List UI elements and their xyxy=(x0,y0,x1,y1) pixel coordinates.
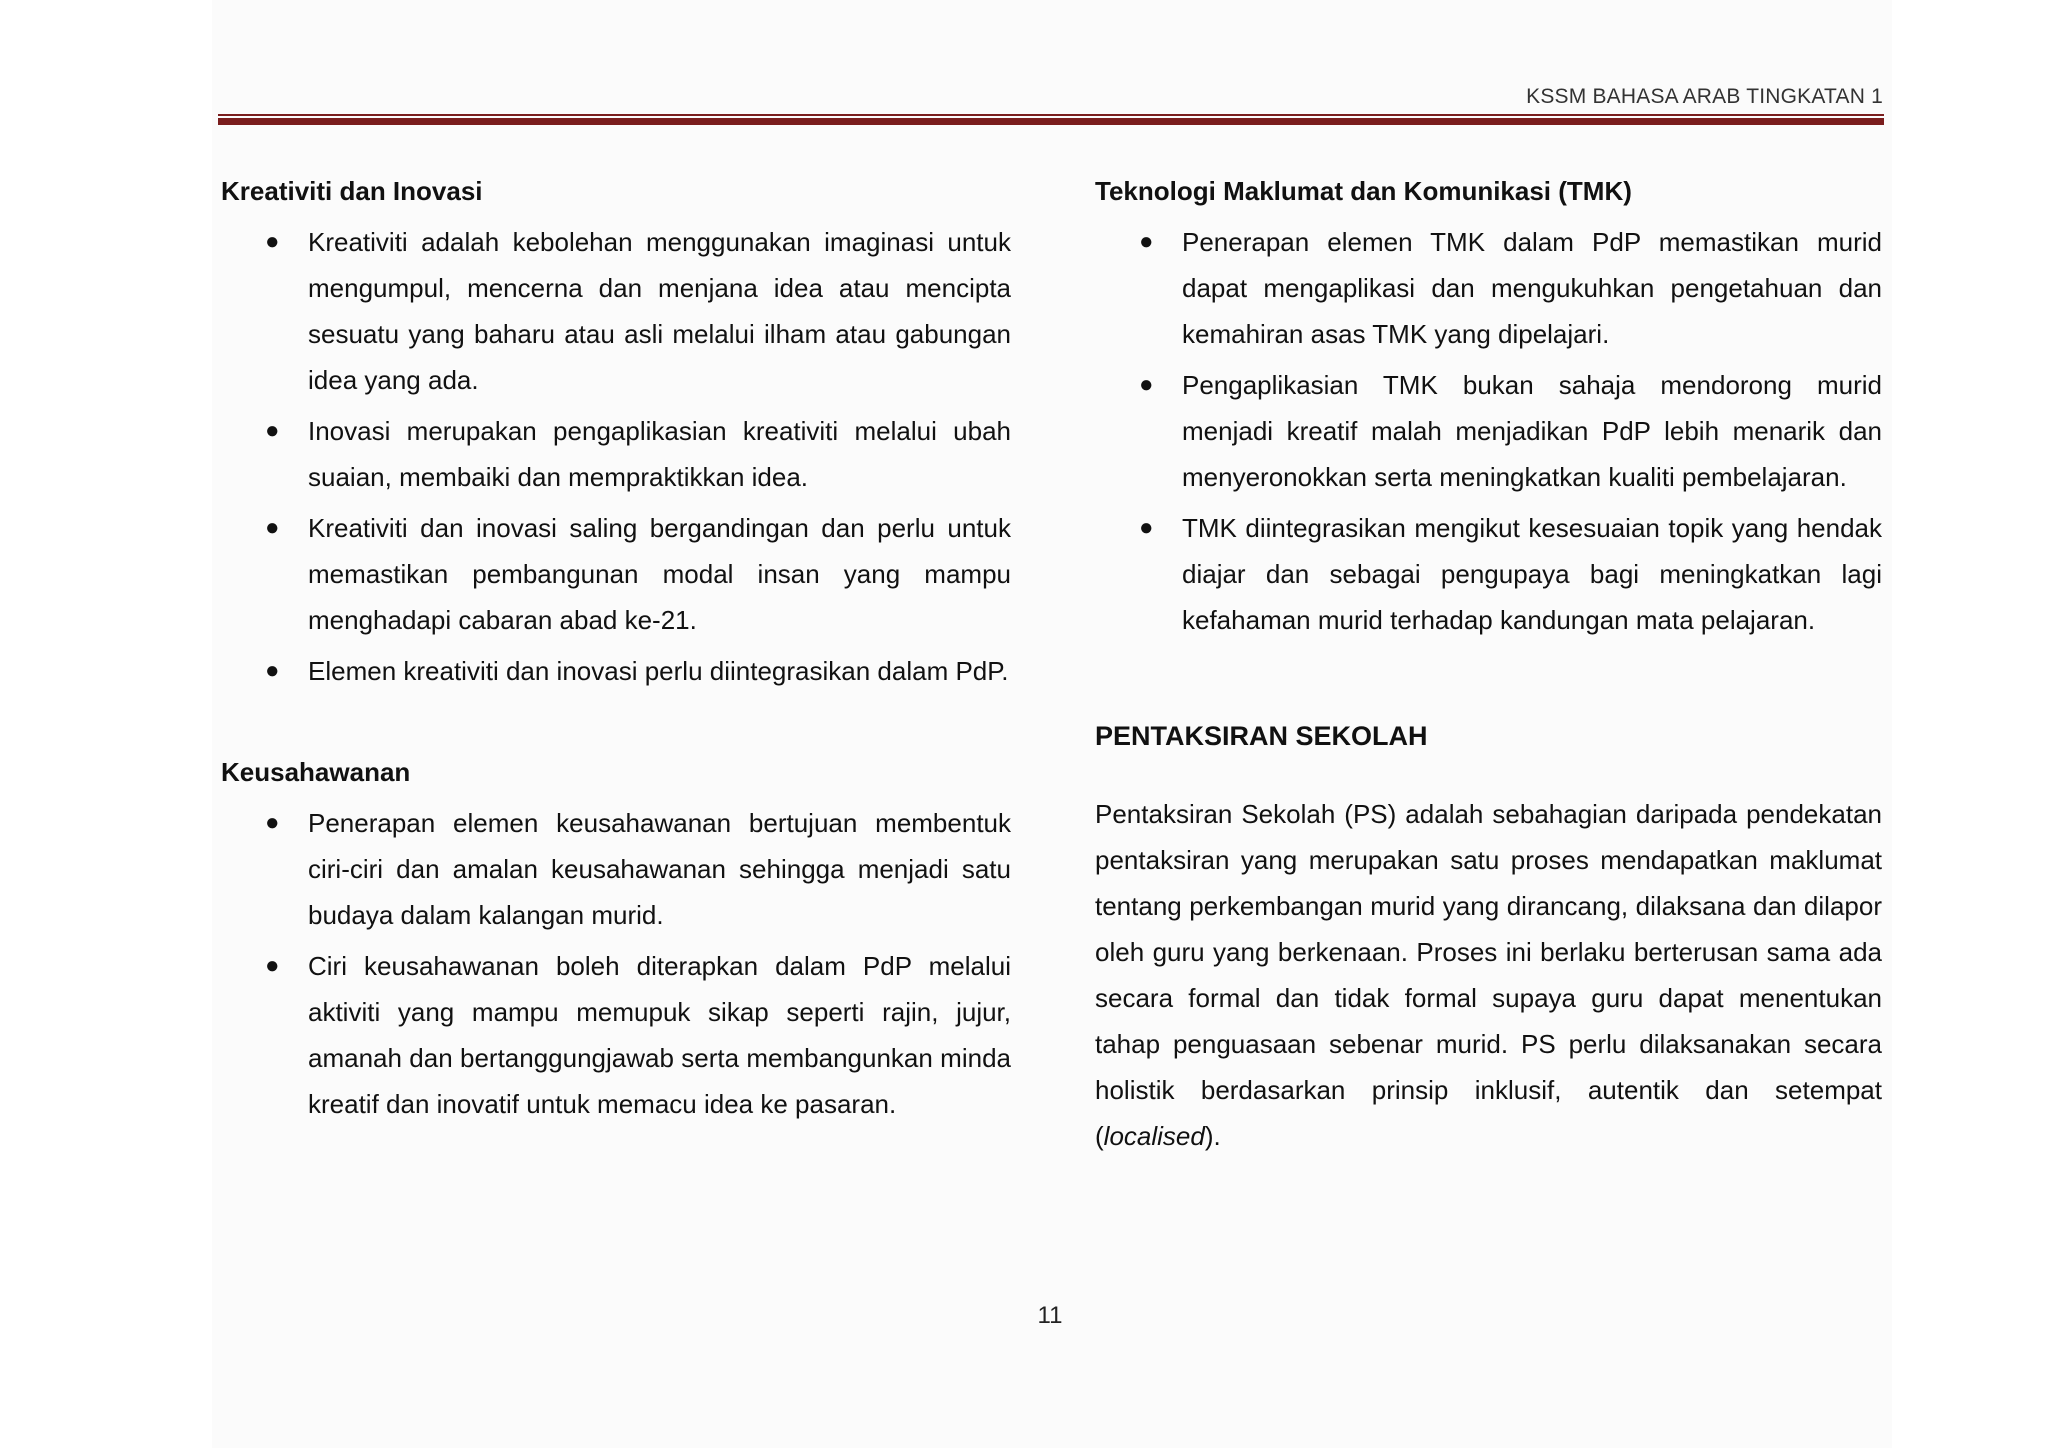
page-number: 11 xyxy=(1037,1302,1063,1329)
bullet-icon: ● xyxy=(265,809,280,836)
list-item-text: Pengaplikasian TMK bukan sahaja mendorong murid menjadi kreatif malah menjadikan PdP lebih menarik dan menyeronokkan serta meningkatkan kualiti pembelajaran. xyxy=(1182,370,1882,492)
header-rule-thin xyxy=(218,114,1884,116)
list-item-text: Kreativiti dan inovasi saling bergandingan dan perlu untuk memastikan pembangunan modal insan yang mampu menghadapi cabaran abad ke-21. xyxy=(308,513,1011,635)
bullet-icon: ● xyxy=(1139,514,1154,541)
list-item-text: Inovasi merupakan pengaplikasian kreativiti melalui ubah suaian, membaiki dan mempraktikkan idea. xyxy=(308,416,1011,492)
header-rule-thick xyxy=(218,118,1884,125)
list-kreativiti xyxy=(221,219,1011,694)
list-item xyxy=(1095,219,1882,357)
bullet-icon: ● xyxy=(265,952,280,979)
list-item-text: Kreativiti adalah kebolehan menggunakan imaginasi untuk mengumpul, mencerna dan menjana idea atau mencipta sesuatu yang baharu atau asli melalui ilham atau gabungan idea yang ada. xyxy=(308,227,1011,395)
bullet-icon: ● xyxy=(265,514,280,541)
bullet-icon: ● xyxy=(1139,228,1154,255)
list-keusahawanan xyxy=(221,800,1011,1127)
list-item xyxy=(221,505,1011,643)
list-item xyxy=(221,943,1011,1127)
running-header: KSSM BAHASA ARAB TINGKATAN 1 xyxy=(1526,85,1883,108)
list-item-text: Ciri keusahawanan boleh diterapkan dalam PdP melalui aktiviti yang mampu memupuk sikap seperti rajin, jujur, amanah dan bertanggungjawab serta membangunkan minda kreatif dan inovatif untuk memacu idea ke pasaran. xyxy=(308,951,1011,1119)
paragraph-closing: ). xyxy=(1204,1121,1221,1151)
list-tmk xyxy=(1095,219,1882,643)
list-item-text: Elemen kreativiti dan inovasi perlu diintegrasikan dalam PdP. xyxy=(308,656,1009,686)
right-column xyxy=(1095,168,1882,1159)
list-item xyxy=(221,219,1011,403)
pentaksiran-paragraph xyxy=(1095,791,1882,1159)
list-item-text: TMK diintegrasikan mengikut kesesuaian topik yang hendak diajar dan sebagai pengupaya bagi meningkatkan lagi kefahaman murid terhadap kandungan mata pelajaran. xyxy=(1182,513,1882,635)
list-item xyxy=(221,408,1011,500)
list-item xyxy=(221,648,1011,694)
left-column xyxy=(221,168,1011,1132)
list-item xyxy=(1095,362,1882,500)
list-item-text: Penerapan elemen keusahawanan bertujuan membentuk ciri-ciri dan amalan keusahawanan sehingga menjadi satu budaya dalam kalangan murid. xyxy=(308,808,1011,930)
bullet-icon: ● xyxy=(265,417,280,444)
list-item xyxy=(221,800,1011,938)
heading-keusahawanan: Keusahawanan xyxy=(221,757,411,787)
bullet-icon: ● xyxy=(265,657,280,684)
heading-kreativiti: Kreativiti dan Inovasi xyxy=(221,176,483,206)
paragraph-italic-term: localised xyxy=(1103,1121,1205,1151)
heading-tmk: Teknologi Maklumat dan Komunikasi (TMK) xyxy=(1095,176,1632,206)
heading-pentaksiran: PENTAKSIRAN SEKOLAH xyxy=(1095,721,1428,751)
bullet-icon: ● xyxy=(1139,371,1154,398)
paragraph-text: Pentaksiran Sekolah (PS) adalah sebahagian daripada pendekatan pentaksiran yang merupakan satu proses mendapatkan maklumat tentang perkembangan murid yang dirancang, dilaksana dan dilapor oleh guru yang berkenaan. Proses ini berlaku berterusan sama ada secara formal dan tidak formal supaya guru dapat menentukan tahap penguasaan sebenar murid. PS perlu dilaksanakan secara holistik berdasarkan prinsip inklusif, autentik dan setempat ( xyxy=(1095,799,1882,1151)
bullet-icon: ● xyxy=(265,228,280,255)
list-item xyxy=(1095,505,1882,643)
list-item-text: Penerapan elemen TMK dalam PdP memastikan murid dapat mengaplikasi dan mengukuhkan pengetahuan dan kemahiran asas TMK yang dipelajari. xyxy=(1182,227,1882,349)
